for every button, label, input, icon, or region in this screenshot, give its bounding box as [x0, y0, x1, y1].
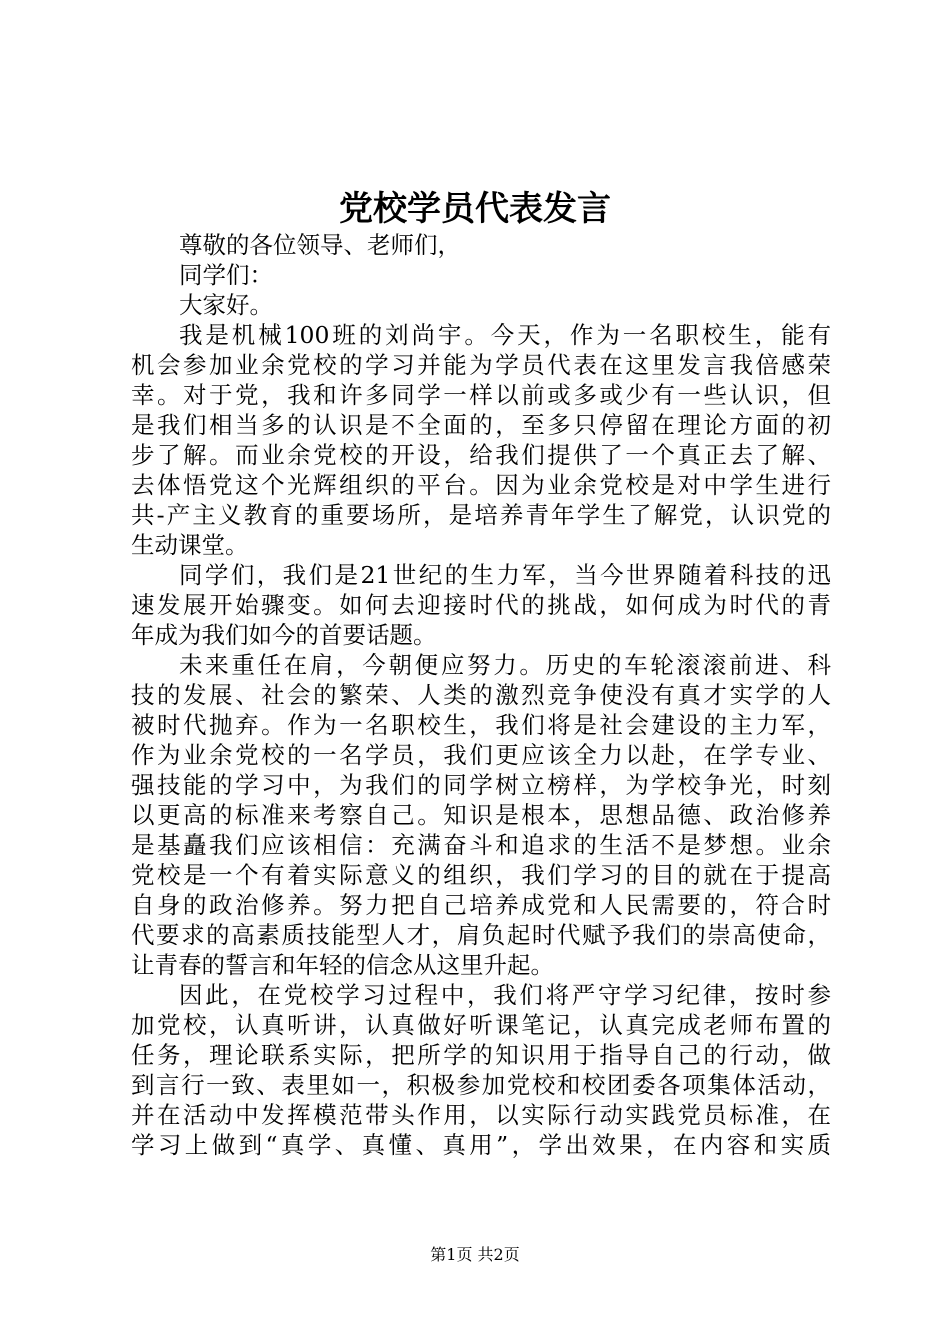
paragraph-line: 幸。对于党，我和许多同学一样以前或多或少有一些认识，但	[131, 381, 831, 409]
paragraph-line: 到言行一致、表里如一，积极参加党校和校团委各项集体活动，	[131, 1071, 831, 1099]
page-title: 党校学员代表发言	[339, 189, 611, 229]
paragraph-line: 加党校，认真听讲，认真做好听课笔记，认真完成老师布置的	[131, 1011, 831, 1039]
paragraph-line: 速发展开始骤变。如何去迎接时代的挑战，如何成为时代的青	[131, 591, 831, 619]
paragraph-line: 未来重任在肩，今朝便应努力。历史的车轮滚滚前进、科	[179, 651, 831, 679]
paragraph-line: 年成为我们如今的首要话题。	[131, 621, 437, 649]
paragraph-line: 同学们：	[179, 261, 273, 289]
paragraph-line: 同学们，我们是21世纪的生力军，当今世界随着科技的迅	[179, 561, 831, 589]
paragraph-line: 因此，在党校学习过程中，我们将严守学习纪律，按时参	[179, 981, 831, 1009]
paragraph-line: 是我们相当多的认识是不全面的，至多只停留在理论方面的初	[131, 411, 831, 439]
paragraph-line: 我是机械100班的刘尚宇。今天，作为一名职校生，能有	[179, 321, 831, 349]
paragraph-line: 是基矗我们应该相信：充满奋斗和追求的生活不是梦想。业余	[131, 831, 831, 859]
paragraph-line: 作为业余党校的一名学员，我们更应该全力以赴，在学专业、	[131, 741, 831, 769]
paragraph-line: 学习上做到“真学、真懂、真用”，学出效果，在内容和实质	[131, 1131, 831, 1159]
paragraph-line: 代要求的高素质技能型人才，肩负起时代赋予我们的崇高使命，	[131, 921, 831, 949]
paragraph-line: 被时代抛弃。作为一名职校生，我们将是社会建设的主力军，	[131, 711, 831, 739]
paragraph-line: 让青春的誓言和年轻的信念从这里升起。	[131, 951, 554, 979]
paragraph-line: 并在活动中发挥模范带头作用，以实际行动实践党员标准，在	[131, 1101, 831, 1129]
paragraph-line: 尊敬的各位领导、老师们，	[179, 231, 461, 259]
paragraph-line: 共-产主义教育的重要场所，是培养青年学生了解党，认识党的	[131, 501, 831, 529]
paragraph-line: 去体悟党这个光辉组织的平台。因为业余党校是对中学生进行	[131, 471, 831, 499]
paragraph-line: 自身的政治修养。努力把自己培养成党和人民需要的，符合时	[131, 891, 831, 919]
paragraph-line: 技的发展、社会的繁荣、人类的激烈竞争使没有真才实学的人	[131, 681, 831, 709]
paragraph-line: 强技能的学习中，为我们的同学树立榜样，为学校争光，时刻	[131, 771, 831, 799]
paragraph-line: 大家好。	[179, 291, 273, 319]
paragraph-line: 党校是一个有着实际意义的组织，我们学习的目的就在于提高	[131, 861, 831, 889]
document-body	[131, 230, 831, 1160]
paragraph-line: 机会参加业余党校的学习并能为学员代表在这里发言我倍感荣	[131, 351, 831, 379]
paragraph-line: 以更高的标准来考察自己。知识是根本，思想品德、政治修养	[131, 801, 831, 829]
paragraph-line: 生动课堂。	[131, 531, 249, 559]
paragraph-line: 步了解。而业余党校的开设，给我们提供了一个真正去了解、	[131, 441, 831, 469]
paragraph-line: 任务，理论联系实际，把所学的知识用于指导自己的行动，做	[131, 1041, 831, 1069]
page-footer: 第1页 共2页	[430, 1245, 520, 1264]
